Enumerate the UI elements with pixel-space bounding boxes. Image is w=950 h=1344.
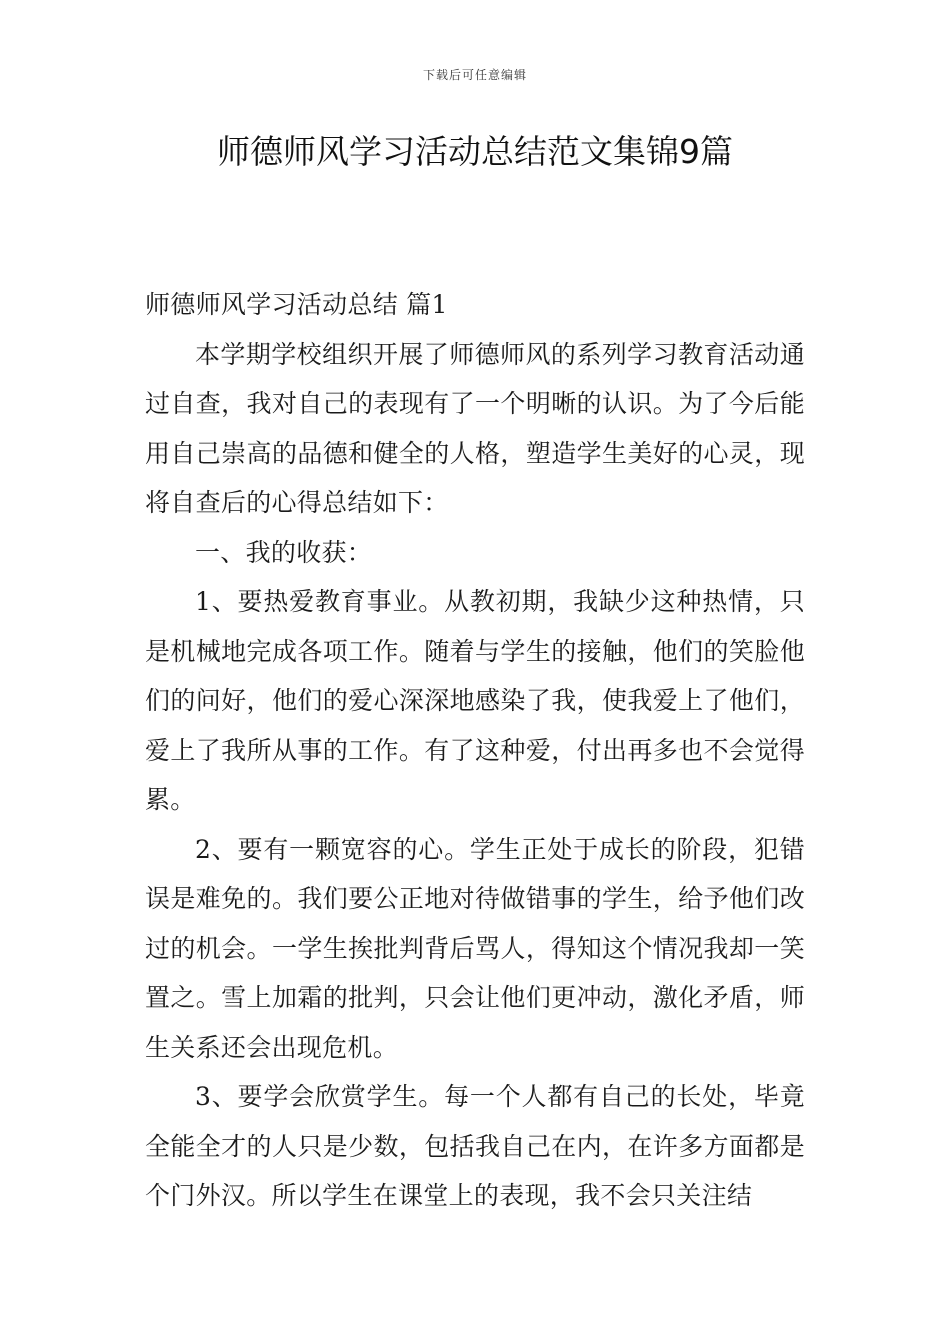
section-heading: 师德师风学习活动总结 篇1: [145, 290, 448, 319]
paragraph-point-3: 3、要学会欣赏学生。每一个人都有自己的长处，毕竟全能全才的人只是少数，包括我自己在内，在许多方面都是个门外汉。所以学生在课堂上的表现，我不会只关注结: [145, 1082, 805, 1210]
paragraph-point-1: 1、要热爱教育事业。从教初期，我缺少这种热情，只是机械地完成各项工作。随着与学生的接触，他们的笑脸他们的问好，他们的爱心深深地感染了我，使我爱上了他们，爱上了我所从事的工作。有了这种爱，付出再多也不会觉得累。: [145, 587, 805, 814]
document-body: [145, 280, 805, 1221]
paragraph-gains-heading: 一、我的收获：: [195, 537, 373, 567]
header-note: 下载后可任意编辑: [422, 68, 527, 82]
paragraph-intro: 本学期学校组织开展了师德师风的系列学习教育活动通过自查，我对自己的表现有了一个明晰的认识。为了今后能用自己崇高的品德和健全的人格，塑造学生美好的心灵，现将自查后的心得总结如下：: [145, 339, 805, 517]
paragraph-point-2: 2、要有一颗宽容的心。学生正处于成长的阶段，犯错误是难免的。我们要公正地对待做错事的学生，给予他们改过的机会。一学生挨批判背后骂人，得知这个情况我却一笑置之。雪上加霜的批判，只会让他们更冲动，激化矛盾，师生关系还会出现危机。: [145, 834, 805, 1062]
document-title: 师德师风学习活动总结范文集锦9篇: [217, 132, 733, 171]
